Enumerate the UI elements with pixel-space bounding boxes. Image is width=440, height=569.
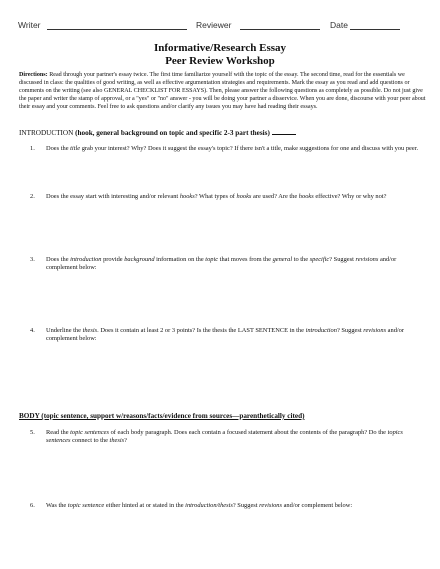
header-fields	[18, 20, 422, 34]
emphasized-term: topic	[205, 256, 219, 263]
question-number: 5.	[30, 429, 35, 436]
question-4	[30, 327, 426, 345]
intro-heading-rule	[272, 134, 296, 135]
question-1	[30, 145, 426, 163]
emphasized-term: general	[272, 256, 293, 263]
emphasized-term: specific	[309, 256, 330, 263]
question-text: Does the introduction provide background information on the topic that moves from the general to the specific? Suggest revisions and/or complement below:	[46, 256, 397, 272]
question-number: 2.	[30, 193, 35, 200]
page-subtitle: Peer Review Workshop	[165, 55, 275, 67]
question-number: 1.	[30, 145, 35, 152]
emphasized-term: topic sentence	[67, 502, 105, 509]
question-5	[30, 429, 426, 447]
emphasized-term: revisions	[259, 502, 282, 509]
emphasized-term: hooks	[298, 193, 314, 200]
question-text: Underline the thesis. Does it contain at least 2 or 3 points? Is the thesis the LAST SENTENCE in the introduction? Suggest revisions and/or complement below:	[46, 327, 404, 343]
emphasized-term: topic sentences	[70, 429, 110, 436]
page-title: Informative/Research Essay	[153, 42, 287, 54]
body-heading-label: BODY	[19, 412, 40, 420]
intro-heading-desc: (hook, general background on topic and specific 2-3 part thesis)	[73, 129, 270, 137]
date-label: Date	[330, 20, 348, 30]
question-2	[30, 193, 426, 211]
emphasized-term: title	[70, 145, 81, 152]
question-text: Was the topic sentence either hinted at or stated in the introduction/thesis? Suggest revisions and/or complement below:	[46, 502, 353, 509]
question-text: Does the essay start with interesting and/or relevant hooks? What types of hooks are used? Are the hooks effective? Why or why not?	[46, 193, 387, 200]
reviewer-label: Reviewer	[196, 20, 232, 30]
reviewer-field[interactable]	[240, 29, 320, 30]
question-number: 3.	[30, 256, 35, 263]
intro-heading-label: INTRODUCTION	[19, 129, 74, 137]
date-field[interactable]	[350, 29, 400, 30]
emphasized-term: topics sentences	[46, 429, 403, 445]
emphasized-term: thesis	[82, 327, 98, 334]
question-text: Read the topic sentences of each body paragraph. Does each contain a focused statement about the contents of the paragraph? Do the topics sentences connect to the thesis?	[46, 429, 403, 445]
question-6	[30, 502, 426, 512]
emphasized-term: introduction/thesis	[185, 502, 233, 509]
emphasized-term: hooks	[179, 193, 195, 200]
emphasized-term: introduction	[305, 327, 337, 334]
emphasized-term: revisions	[355, 256, 379, 263]
question-text: Does the title grab your interest? Why? Does it suggest the essay's topic? If there isn't a title, make suggestions for one and discuss with you peer.	[46, 145, 419, 152]
directions-label: Directions:	[19, 72, 48, 78]
directions-paragraph	[19, 71, 427, 111]
emphasized-term: thesis	[109, 437, 125, 445]
question-number: 6.	[30, 502, 35, 509]
question-3	[30, 256, 426, 274]
question-number: 4.	[30, 327, 35, 334]
writer-label: Writer	[18, 20, 41, 30]
body-heading-desc: (topic sentence, support w/reasons/facts/evidence from sources—parenthetically cited)	[39, 412, 305, 420]
writer-field[interactable]	[47, 29, 187, 30]
intro-section-heading	[19, 129, 296, 137]
emphasized-term: hooks	[236, 193, 252, 200]
emphasized-term: background	[124, 256, 155, 263]
emphasized-term: revisions	[363, 327, 387, 334]
body-section-heading	[19, 412, 304, 420]
directions-text: Read through your partner's essay twice. The first time familiarize yourself with the topic of the essay. The second time, read for the essentials we discussed in class: the qualities of good writing, as well as effective argumentation strategies and requirements. Mark the essay as you read and add questions or comments on the writing (see also GENERAL CHECKLIST FOR ESSAYS). Then, please answer the following questions as completely as possible. Do not just give the paper and writer the stamp of approval, or a "yes" or "no" answer - you will be doing your partner a disservice. When you are done, discourse with your peer about their essay and your comments. Feel free to ask questions and/or clarify any issues you may have had reading their essays.	[19, 72, 426, 111]
emphasized-term: introduction	[70, 256, 102, 263]
